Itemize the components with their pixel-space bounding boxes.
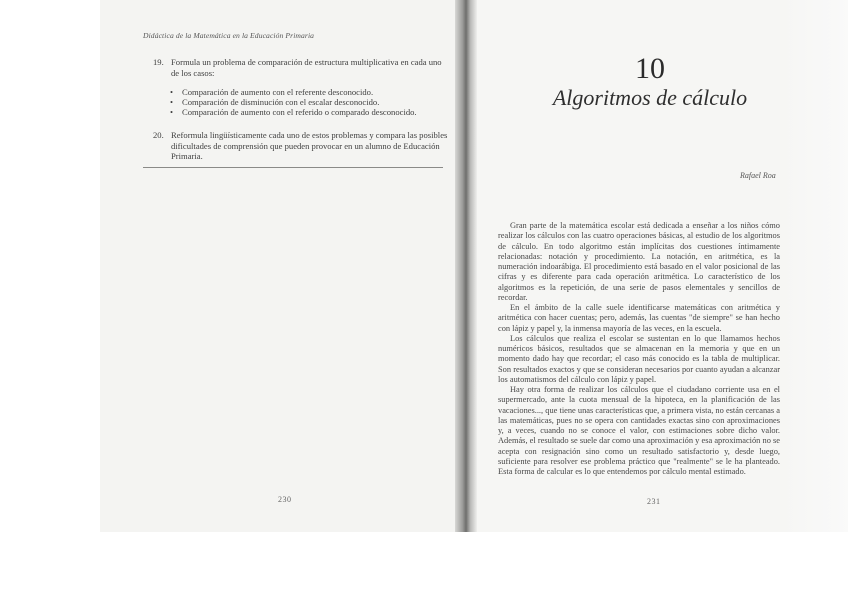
exercise-20-text: Reformula lingüísticamente cada uno de estos problemas y compara las posibles dificultades de comprensión que pueden provocar en un alumno de Educación Primaria. — [171, 130, 448, 161]
chapter-number: 10 — [635, 52, 665, 85]
bullet-item: • Comparación de aumento con el referente desconocido. — [170, 88, 460, 98]
paragraph: En el ámbito de la calle suele identificarse matemáticas con aritmética y aritmética con hacer cuentas; pero, además, las cuentas "de siempre" se han hecho con lápiz y papel y, la inmensa mayoría de las veces, en la escuela. — [498, 303, 780, 333]
running-head: Didáctica de la Matemática en la Educación Primaria — [143, 31, 315, 40]
exercise-19-text: Formula un problema de comparación de estructura multiplicativa en cada uno de los casos: — [171, 57, 442, 78]
bullet-item: • Comparación de aumento con el referido o comparado desconocido. — [170, 108, 460, 118]
book-gutter — [455, 0, 477, 532]
exercise-20-number: 20. — [153, 130, 164, 140]
page-number-left: 230 — [278, 495, 292, 504]
section-divider — [143, 167, 443, 168]
bullet-item: • Comparación de disminución con el escalar desconocido. — [170, 98, 460, 108]
paragraph: Gran parte de la matemática escolar está dedicada a enseñar a los niños cómo realizar los cálculos con las cuatro operaciones básicas, al estudio de los algoritmos de cálculo. En todo algoritmo están implícitas dos cuestiones íntimamente relacionadas: notación y procedimiento. La notación, en aritmética, es la numeración indoarábiga. El procedimiento está basado en el valor posicional de las cifras y es diferente para cada operación aritmética. Lo característico de los algoritmos es la repetición, de una serie de pasos elementales y sencillos de recordar. — [498, 221, 780, 302]
left-page — [100, 0, 462, 532]
chapter-body — [498, 221, 780, 477]
exercise-19-number: 19. — [153, 57, 164, 67]
exercise-19 — [153, 57, 451, 78]
paragraph: Los cálculos que realiza el escolar se sustentan en lo que llamamos hechos numéricos básicos, resultados que se almacenan en la memoria y que en un momento dado hay que recordar; el caso más conocido es la tabla de multiplicar. Son resultados exactos y que se consideran necesarios por cuanto ayudan a alcanzar los automatismos del cálculo con lápiz y papel. — [498, 333, 780, 384]
exercise-19-bullet-list — [170, 88, 460, 117]
chapter-title: Algoritmos de cálculo — [552, 85, 748, 110]
exercise-20 — [153, 130, 451, 162]
paragraph: Hay otra forma de realizar los cálculos que el ciudadano corriente usa en el supermercado, ante la cuota mensual de la hipoteca, en la planificación de las vacaciones..., que tiene unas características que, a primera vista, no están cercanas a las matemáticas, pues no se opera con cantidades exactas sino con aproximaciones y, a veces, cuando no se conoce el valor, con estimaciones sobre dicho valor. Además, el resultado se suele dar como una aproximación y esa aproximación no se acepta con resignación sino como un resultado satisfactorio y, desde luego, suficiente para resolver ese problema práctico que "realmente" se le ha planteado. Esta forma de calcular es lo que entendemos por cálculo mental estimado. — [498, 385, 780, 476]
page-number-right: 231 — [647, 497, 661, 506]
chapter-author: Rafael Roa — [740, 171, 776, 180]
page-edge-shade — [780, 0, 848, 532]
